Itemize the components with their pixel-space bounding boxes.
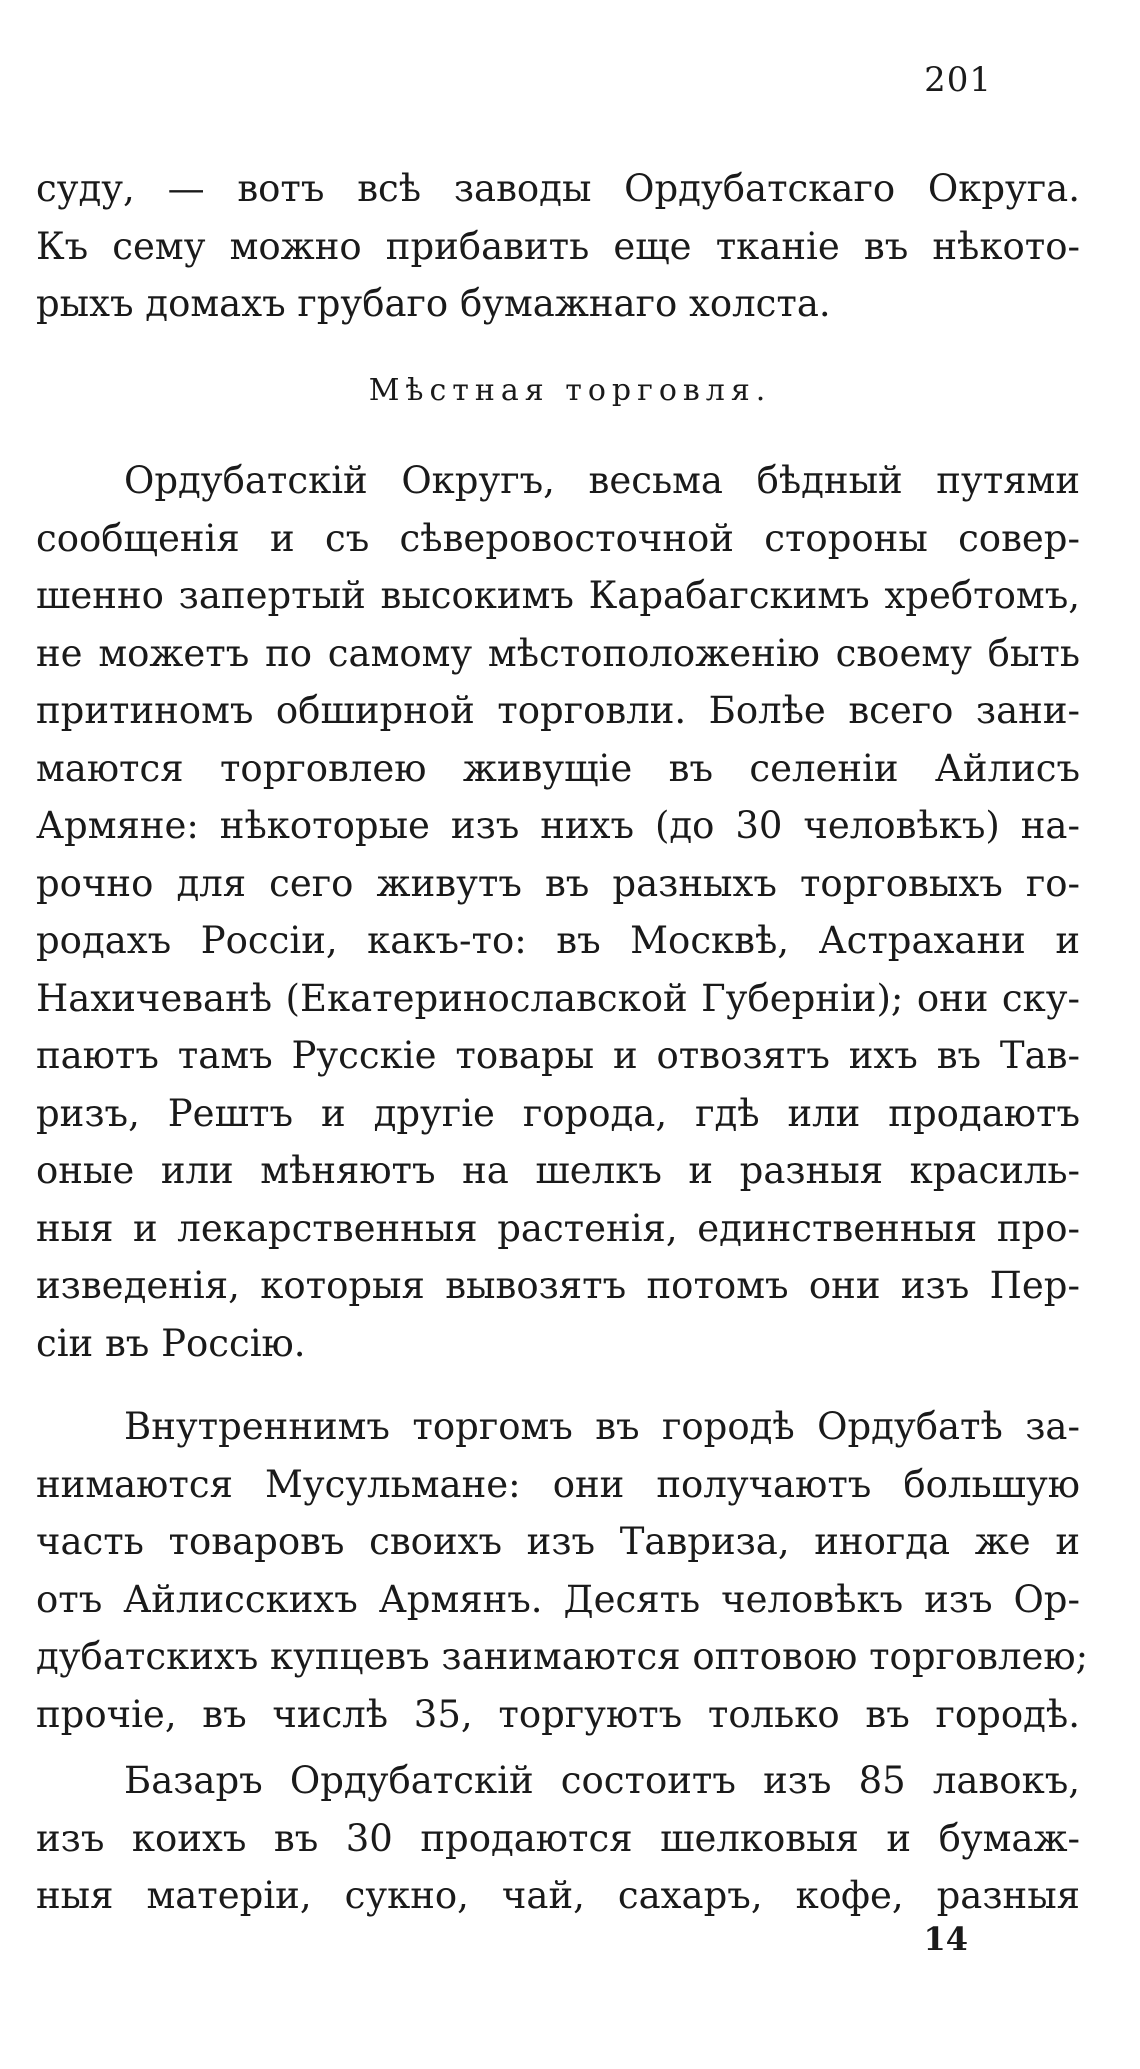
- text-line: нимаются Мусульмане: они получаютъ большую: [36, 1462, 1080, 1506]
- text-line: ныя и лекарственныя растенія, единственныя про-: [36, 1206, 1080, 1250]
- intro-paragraph: [36, 160, 1080, 333]
- text-line: Базаръ Ордубатскій состоитъ изъ 85 лавокъ,: [124, 1759, 1080, 1802]
- signature-mark: 14: [923, 1920, 968, 1958]
- text-line: ризъ, Рештъ и другіе города, гдѣ или продаютъ: [36, 1091, 1080, 1135]
- text-line: родахъ Россіи, какъ-то: въ Москвѣ, Астрахани и: [36, 919, 1080, 962]
- text-line: Армяне: нѣкоторые изъ нихъ (до 30 человѣкъ) на-: [36, 804, 1080, 847]
- text-line: дубатскихъ купцевъ занимаются оптовою торговлею;: [36, 1635, 1089, 1678]
- text-line: ныя матеріи, сукно, чай, сахаръ, кофе, разныя: [36, 1874, 1080, 1917]
- text-line: отъ Айлисскихъ Армянъ. Десять человѣкъ изъ Ор-: [36, 1577, 1080, 1621]
- text-line: изъ коихъ въ 30 продаются шелковыя и бумаж-: [36, 1816, 1080, 1860]
- text-line: оные или мѣняютъ на шелкъ и разныя красиль-: [36, 1149, 1080, 1192]
- paragraph-local-trade: [36, 452, 1080, 1372]
- text-line: Нахичеванѣ (Екатеринославской Губерніи); они ску-: [36, 976, 1080, 1020]
- text-line: Внутреннимъ торгомъ въ городѣ Ордубатѣ за-: [124, 1405, 1080, 1448]
- text-line: изведенія, которыя вывозятъ потомъ они изъ Пер-: [36, 1264, 1080, 1307]
- text-line: Къ сему можно прибавить еще тканіе въ нѣкото-: [36, 224, 1080, 268]
- text-line: сіи въ Россію.: [36, 1321, 306, 1365]
- text-line: маются торговлею живущіе въ селеніи Айлисъ: [36, 746, 1080, 790]
- text-line: рочно для сего живутъ въ разныхъ торговыхъ го-: [36, 861, 1080, 905]
- text-line: притиномъ обширной торговли. Болѣе всего зани-: [36, 689, 1080, 732]
- text-line: прочіе, въ числѣ 35, торгуютъ только въ городѣ.: [36, 1692, 1080, 1736]
- section-heading: Мѣстная торговля.: [368, 373, 772, 408]
- text-line: часть товаровъ своихъ изъ Тавриза, иногда же и: [36, 1520, 1080, 1563]
- text-line: Ордубатскій Округъ, весьма бѣдный путями: [124, 459, 1080, 502]
- text-line: паютъ тамъ Русскіе товары и отвозятъ ихъ въ Тав-: [36, 1034, 1080, 1077]
- paragraph-internal-trade: [36, 1398, 1089, 1743]
- page-number: 201: [924, 60, 992, 100]
- text-line: суду, — вотъ всѣ заводы Ордубатскаго Округа.: [36, 167, 1080, 210]
- text-line: сообщенія и съ сѣверовосточной стороны совер-: [36, 516, 1080, 560]
- text-line: рыхъ домахъ грубаго бумажнаго холста.: [36, 282, 831, 325]
- text-line: не можетъ по самому мѣстоположенію своему быть: [36, 631, 1080, 675]
- paragraph-bazaar: [36, 1752, 1080, 1925]
- text-line: шенно запертый высокимъ Карабагскимъ хребтомъ,: [36, 574, 1080, 617]
